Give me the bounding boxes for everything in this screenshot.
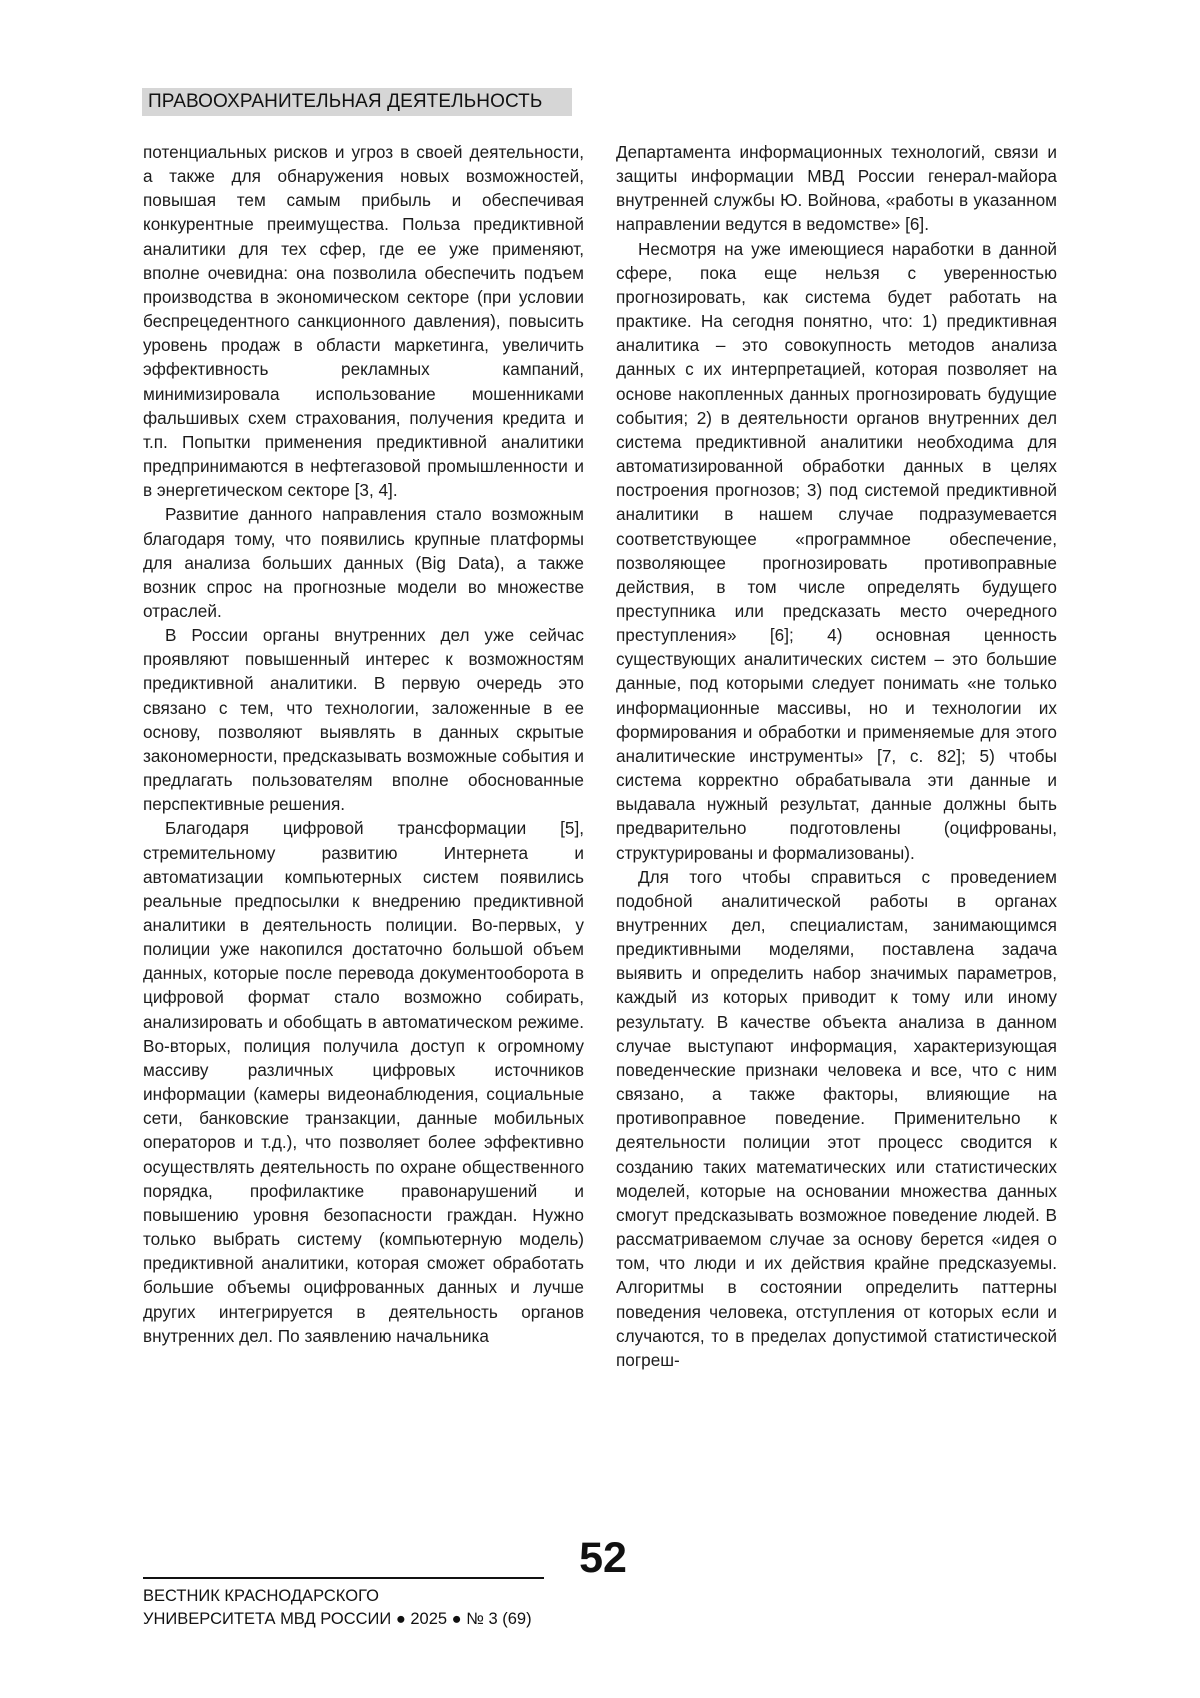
paragraph: Несмотря на уже имеющиеся наработки в данной сфере, пока еще нельзя с уверенностью прогнозировать, как система будет работать на практике. На сегодня понятно, что: 1) предиктивная аналитика – это совокупность методов анализа данных с их интерпретацией, которая позволяет на основе накопленных данных прогнозировать будущие события; 2) в деятельности органов внутренних дел система предиктивной аналитики необходима для автоматизированной обработки данных в целях построения прогнозов; 3) под системой предиктивной аналитики в нашем случае подразумевается соответствующее «программное обеспечение, позволяющее прогнозировать противоправные действия, в том числе определять будущего преступника или предсказать место очередного преступления» [6]; 4) основная ценность существующих аналитических систем – это большие данные, под которыми следует понимать «не только информационные массивы, но и технологии их формирования и обработки и применяемые для этого аналитические инструменты» [7, с. 82]; 5) чтобы система корректно обрабатывала эти данные и выдавала нужный результат, данные должны быть предварительно подготовлены (оцифрованы, структурированы и формализованы). bbox=[616, 238, 1057, 863]
left-column bbox=[143, 140, 584, 1348]
paragraph: потенциальных рисков и угроз в своей деятельности, а также для обнаружения новых возможностей, повышая тем самым прибыль и обеспечивая конкурентные преимущества. Польза предиктивной аналитики для тех сфер, где ее уже применяют, вполне очевидна: она позволила обеспечить подъем производства в экономическом секторе (при условии беспрецедентного санкционного давления), повысить уровень продаж в области маркетинга, увеличить эффективность рекламных кампаний, минимизировала использование мошенниками фальшивых схем страхования, получения кредита и т.п. Попытки применения предиктивной аналитики предпринимаются в нефтегазовой промышленности и в энергетическом секторе [3, 4]. bbox=[143, 142, 584, 501]
footer-rule bbox=[143, 1577, 544, 1579]
paragraph: В России органы внутренних дел уже сейчас проявляют повышенный интерес к возможностям предиктивной аналитики. В первую очередь это связано с тем, что технологии, заложенные в ее основу, позволяют выявлять в данных скрытые закономерности, предсказывать возможные события и предлагать пользователям вполне обоснованные перспективные решения. bbox=[143, 625, 584, 815]
page-number: 52 bbox=[579, 1534, 627, 1582]
paragraph: Благодаря цифровой трансформации [5], стремительному развитию Интернета и автоматизации компьютерных систем появились реальные предпосылки к внедрению предиктивной аналитики в деятельность полиции. Во-первых, у полиции уже накопился достаточно большой объем данных, которые после перевода документооборота в цифровой формат стало возможно собирать, анализировать и обобщать в автоматическом режиме. Во-вторых, полиция получила доступ к огромному массиву различных цифровых источников информации (камеры видеонаблюдения, социальные сети, банковские транзакции, данные мобильных операторов и т.д.), что позволяет более эффективно осуществлять деятельность по охране общественного порядка, профилактике правонарушений и повышению уровня безопасности граждан. Нужно только выбрать систему (компьютерную модель) предиктивной аналитики, которая сможет обработать большие объемы оцифрованных данных и лучше других интегрируется в деятельность органов внутренних дел. По заявлению начальника bbox=[143, 818, 584, 1346]
journal-footer bbox=[143, 1585, 532, 1631]
right-column bbox=[616, 140, 1057, 1372]
paragraph: Департамента информационных технологий, связи и защиты информации МВД России генерал-майора внутренней службы Ю. Войнова, «работы в указанном направлении ведутся в ведомстве» [6]. bbox=[616, 142, 1057, 235]
paragraph: Развитие данного направления стало возможным благодаря тому, что появились крупные платформы для анализа больших данных (Big Data), а также возник спрос на прогнозные модели во множестве отраслей. bbox=[143, 504, 584, 621]
section-header: ПРАВООХРАНИТЕЛЬНАЯ ДЕЯТЕЛЬНОСТЬ bbox=[142, 88, 572, 116]
paragraph: Для того чтобы справиться с проведением подобной аналитической работы в органах внутренних дел, специалистам, занимающимся предиктивными моделями, поставлена задача выявить и определить набор значимых параметров, каждый из которых приводит к тому или иному результату. В качестве объекта анализа в данном случае выступают информация, характеризующая поведенческие признаки человека и все, что с ним связано, а также факторы, влияющие на противоправное поведение. Применительно к деятельности полиции этот процесс сводится к созданию таких математических или статистических моделей, которые на основании множества данных смогут предсказывать возможное поведение людей. В рассматриваемом случае за основу берется «идея о том, что люди и их действия крайне предсказуемы. Алгоритмы в состоянии определить паттерны поведения человека, отступления от которых если и случаются, то в пределах допустимой статистической погреш- bbox=[616, 866, 1057, 1370]
journal-title-line2: УНИВЕРСИТЕТА МВД РОССИИ ● 2025 ● № 3 (69) bbox=[143, 1610, 532, 1628]
journal-title-line1: ВЕСТНИК КРАСНОДАРСКОГО bbox=[143, 1587, 379, 1605]
